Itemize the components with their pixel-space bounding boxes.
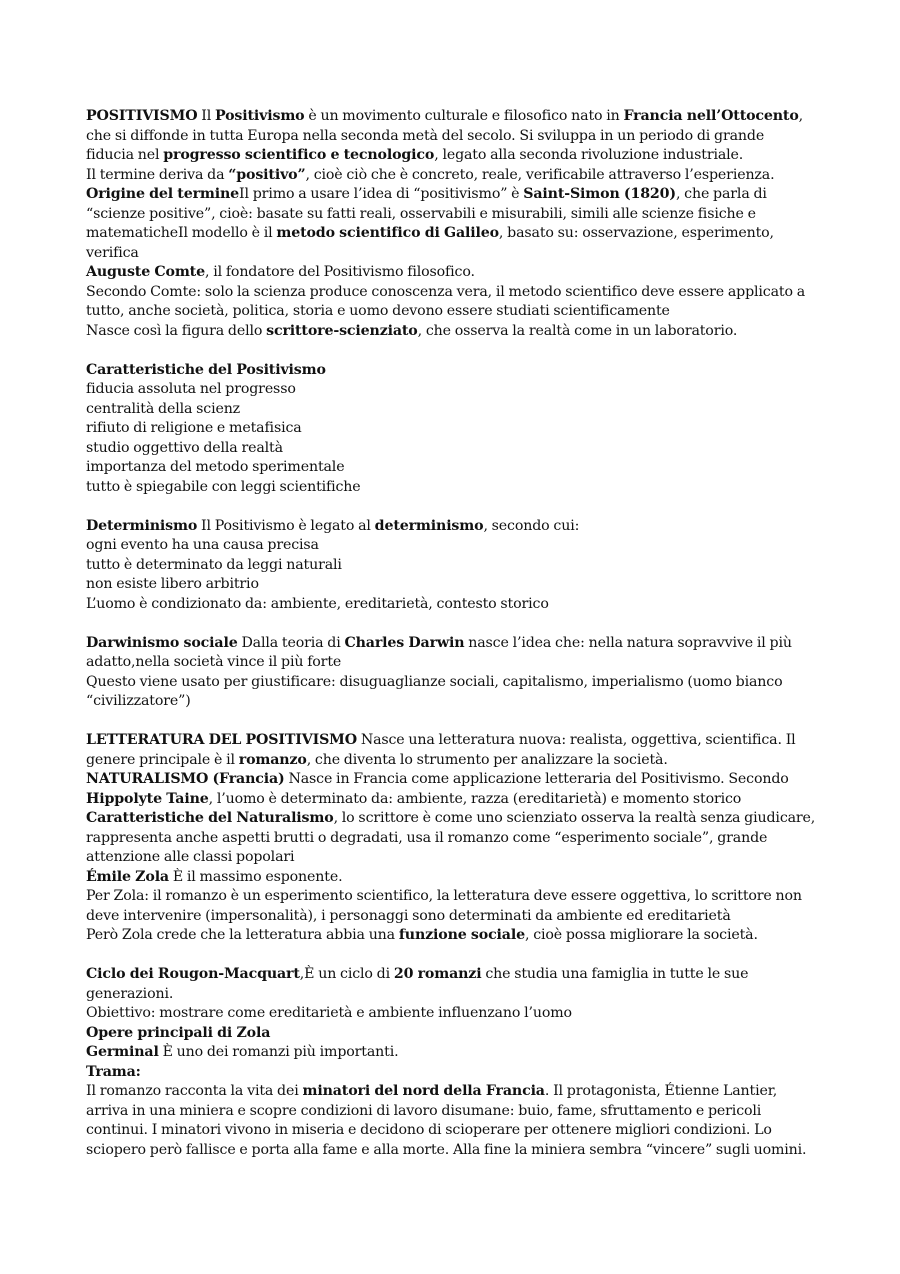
text-run: , legato alla seconda rivoluzione industriale. (434, 147, 744, 163)
text-run: tutto, anche società, politica, storia e uomo devono essere studiati scientificamente (86, 303, 670, 319)
text-run: centralità della scienz (86, 400, 241, 417)
text-run: Il primo a usare l’idea di “positivismo” è (239, 186, 524, 202)
bold-text: scrittore-scienziato (266, 322, 418, 339)
bold-text: Germinal (86, 1044, 159, 1060)
text-run: fiducia assoluta nel progresso (86, 381, 296, 397)
text-run: , cioè possa migliorare la società. (524, 927, 758, 943)
text-line (86, 166, 816, 186)
paragraph-block (86, 517, 816, 615)
bold-text: Origine del termine (86, 186, 240, 202)
text-line (86, 127, 816, 147)
text-run: verifica (86, 244, 139, 261)
bold-text: Positivismo (214, 108, 305, 124)
text-run: ,È un ciclo di (299, 966, 394, 982)
text-line (86, 653, 816, 673)
text-run: tutto è spiegabile con leggi scientifiche (86, 478, 361, 495)
text-run: genere principale è il (86, 751, 239, 768)
text-line (86, 283, 816, 303)
text-run: Nasce in Francia come applicazione letteraria del Positivismo. Secondo (284, 771, 789, 787)
text-line (86, 692, 816, 712)
text-line (86, 1141, 816, 1161)
text-run: , cioè ciò che è concreto, reale, verificabile attraverso l’esperienza. (305, 166, 775, 183)
text-run: , il fondatore del Positivismo filosofico. (204, 264, 475, 280)
text-line (86, 478, 816, 498)
text-line (86, 751, 816, 771)
text-run: L’uomo è condizionato da: ambiente, ereditarietà, contesto storico (86, 595, 549, 612)
document-body (86, 107, 816, 1160)
text-line (86, 517, 816, 537)
bold-text: POSITIVISMO (86, 108, 198, 124)
text-line (86, 731, 816, 751)
bold-text: Caratteristiche del Positivismo (86, 361, 326, 378)
text-line (86, 244, 816, 264)
text-line (86, 575, 816, 595)
text-line (86, 380, 816, 400)
text-run: , l’uomo è determinato da: ambiente, razza (ereditarietà) e momento storico (208, 790, 742, 807)
text-line (86, 224, 816, 244)
text-line (86, 1082, 816, 1102)
text-line (86, 634, 816, 654)
text-run: , che diventa lo strumento per analizzare la società. (306, 751, 668, 768)
bold-text: “positivo” (228, 166, 306, 183)
text-line (86, 887, 816, 907)
text-run: continui. I minatori vivono in miseria e decidono di scioperare per ottenere migliori condizioni. Lo (86, 1122, 772, 1138)
text-line (86, 868, 816, 888)
text-line (86, 907, 816, 927)
bold-text: metodo scientifico di Galileo (276, 225, 499, 241)
bold-text: Hippolyte Taine (86, 790, 209, 807)
text-line (86, 848, 816, 868)
text-run: matematicheIl modello è il (86, 225, 277, 241)
text-line (86, 302, 816, 322)
text-run: adatto,nella società vince il più forte (86, 654, 342, 670)
text-run: , che parla di (675, 186, 767, 202)
text-run: È il massimo esponente. (168, 868, 343, 885)
bold-text: Darwinismo sociale (86, 634, 238, 651)
bold-text: Determinismo (86, 517, 198, 534)
text-run: Obiettivo: mostrare come ereditarietà e ambiente influenzano l’uomo (86, 1005, 572, 1021)
text-run: Secondo Comte: solo la scienza produce conoscenza vera, il metodo scientifico deve essere applicato a (86, 283, 806, 300)
bold-text: progresso scientifico e tecnologico (163, 147, 435, 163)
text-line (86, 1004, 816, 1024)
text-run: È uno dei romanzi più importanti. (158, 1044, 399, 1060)
bold-text: Auguste Comte (86, 264, 205, 280)
text-run: rappresenta anche aspetti brutti o degradati, usa il romanzo come “esperimento sociale”, grande (86, 829, 768, 846)
text-run: “civilizzatore”) (86, 693, 191, 709)
bold-text: Francia nell’Ottocento (623, 108, 799, 124)
text-line (86, 809, 816, 829)
text-run: Il romanzo racconta la vita dei (86, 1083, 303, 1099)
text-run: Per Zola: il romanzo è un esperimento scientifico, la letteratura deve essere oggettiva, lo scrittore non (86, 888, 802, 904)
paragraph-gap (86, 341, 816, 361)
text-run: è un movimento culturale e filosofico nato in (304, 108, 624, 124)
text-line (86, 770, 816, 790)
text-run: Nasce una letteratura nuova: realista, oggettiva, scientifica. Il (356, 732, 796, 748)
text-run: che si diffonde in tutta Europa nella seconda metà del secolo. Si sviluppa in un periodo di grande (86, 127, 765, 144)
text-run: . Il protagonista, Étienne Lantier, (544, 1083, 778, 1099)
text-run: arriva in una miniera e scopre condizioni di lavoro disumane: buio, fame, sfruttamento e pericoli (86, 1102, 762, 1119)
text-run: fiducia nel (86, 147, 164, 163)
text-line (86, 673, 816, 693)
text-run: attenzione alle classi popolari (86, 849, 295, 865)
bold-text: Saint-Simon (1820) (523, 186, 676, 202)
text-run: , secondo cui: (483, 517, 580, 534)
paragraph-block (86, 965, 816, 1160)
text-line (86, 205, 816, 225)
text-line (86, 400, 816, 420)
text-run: rifiuto di religione e metafisica (86, 420, 302, 436)
paragraph-block (86, 361, 816, 498)
text-run: Nasce così la figura dello (86, 322, 267, 339)
paragraph-gap (86, 614, 816, 634)
text-line (86, 965, 816, 985)
text-run: Però Zola crede che la letteratura abbia una (86, 927, 399, 943)
paragraph-gap (86, 712, 816, 732)
text-line (86, 1121, 816, 1141)
text-run: Il Positivismo è legato al (197, 517, 375, 534)
bold-text: funzione sociale (398, 927, 525, 943)
text-line (86, 1063, 816, 1083)
text-run: non esiste libero arbitrio (86, 576, 259, 592)
text-line (86, 107, 816, 127)
text-run: studio oggettivo della realtà (86, 439, 283, 456)
bold-text: minatori del nord della Francia (302, 1083, 545, 1099)
text-run: , basato su: osservazione, esperimento, (498, 225, 774, 241)
paragraph-gap (86, 497, 816, 517)
text-line (86, 263, 816, 283)
text-run: , che osserva la realtà come in un laboratorio. (417, 322, 738, 339)
text-line (86, 146, 816, 166)
text-run: deve intervenire (impersonalità), i personaggi sono determinati da ambiente ed ereditarietà (86, 907, 731, 924)
text-line (86, 829, 816, 849)
text-run: Questo viene usato per giustificare: disuguaglianze sociali, capitalismo, imperialismo (uomo bianco (86, 673, 783, 690)
text-run: nasce l’idea che: nella natura sopravvive il più (464, 634, 792, 651)
text-run: tutto è determinato da leggi naturali (86, 556, 342, 573)
text-line (86, 926, 816, 946)
text-line (86, 1102, 816, 1122)
text-run: ogni evento ha una causa precisa (86, 537, 319, 553)
text-line (86, 419, 816, 439)
bold-text: Émile Zola (86, 868, 169, 885)
bold-text: Charles Darwin (344, 634, 465, 651)
text-line (86, 322, 816, 342)
paragraph-block (86, 107, 816, 341)
text-run: che studia una famiglia in tutte le sue (481, 966, 749, 982)
text-line (86, 556, 816, 576)
text-run: “scienze positive”, cioè: basate su fatti reali, osservabili e misurabili, simili alle scienze fisiche e (86, 205, 756, 222)
bold-text: determinismo (374, 517, 484, 534)
text-run: sciopero però fallisce e porta alla fame e alla morte. Alla fine la miniera sembra “vincere” sugli uomini. (86, 1141, 807, 1158)
text-line (86, 1024, 816, 1044)
bold-text: Caratteristiche del Naturalismo (86, 810, 334, 826)
text-line (86, 790, 816, 810)
text-line (86, 595, 816, 615)
paragraph-block (86, 634, 816, 712)
bold-text: Trama: (86, 1063, 141, 1080)
bold-text: NATURALISMO (Francia) (86, 771, 285, 787)
bold-text: 20 romanzi (393, 966, 482, 982)
text-line (86, 361, 816, 381)
paragraph-gap (86, 946, 816, 966)
text-line (86, 1043, 816, 1063)
text-run: importanza del metodo sperimentale (86, 459, 345, 475)
text-line (86, 536, 816, 556)
text-run: Dalla teoria di (237, 634, 345, 651)
bold-text: romanzo (238, 751, 307, 768)
text-run: , lo scrittore è come uno scienziato osserva la realtà senza giudicare, (333, 810, 816, 826)
bold-text: Ciclo dei Rougon-Macquart (86, 966, 300, 982)
text-run: , (798, 108, 804, 124)
text-line (86, 185, 816, 205)
bold-text: LETTERATURA DEL POSITIVISMO (86, 732, 357, 748)
bold-text: Opere principali di Zola (86, 1024, 271, 1041)
text-line (86, 985, 816, 1005)
paragraph-block (86, 731, 816, 946)
text-run: Il (197, 108, 215, 124)
text-line (86, 458, 816, 478)
text-line (86, 439, 816, 459)
text-run: generazioni. (86, 985, 174, 1002)
text-run: Il termine deriva da (86, 166, 229, 183)
